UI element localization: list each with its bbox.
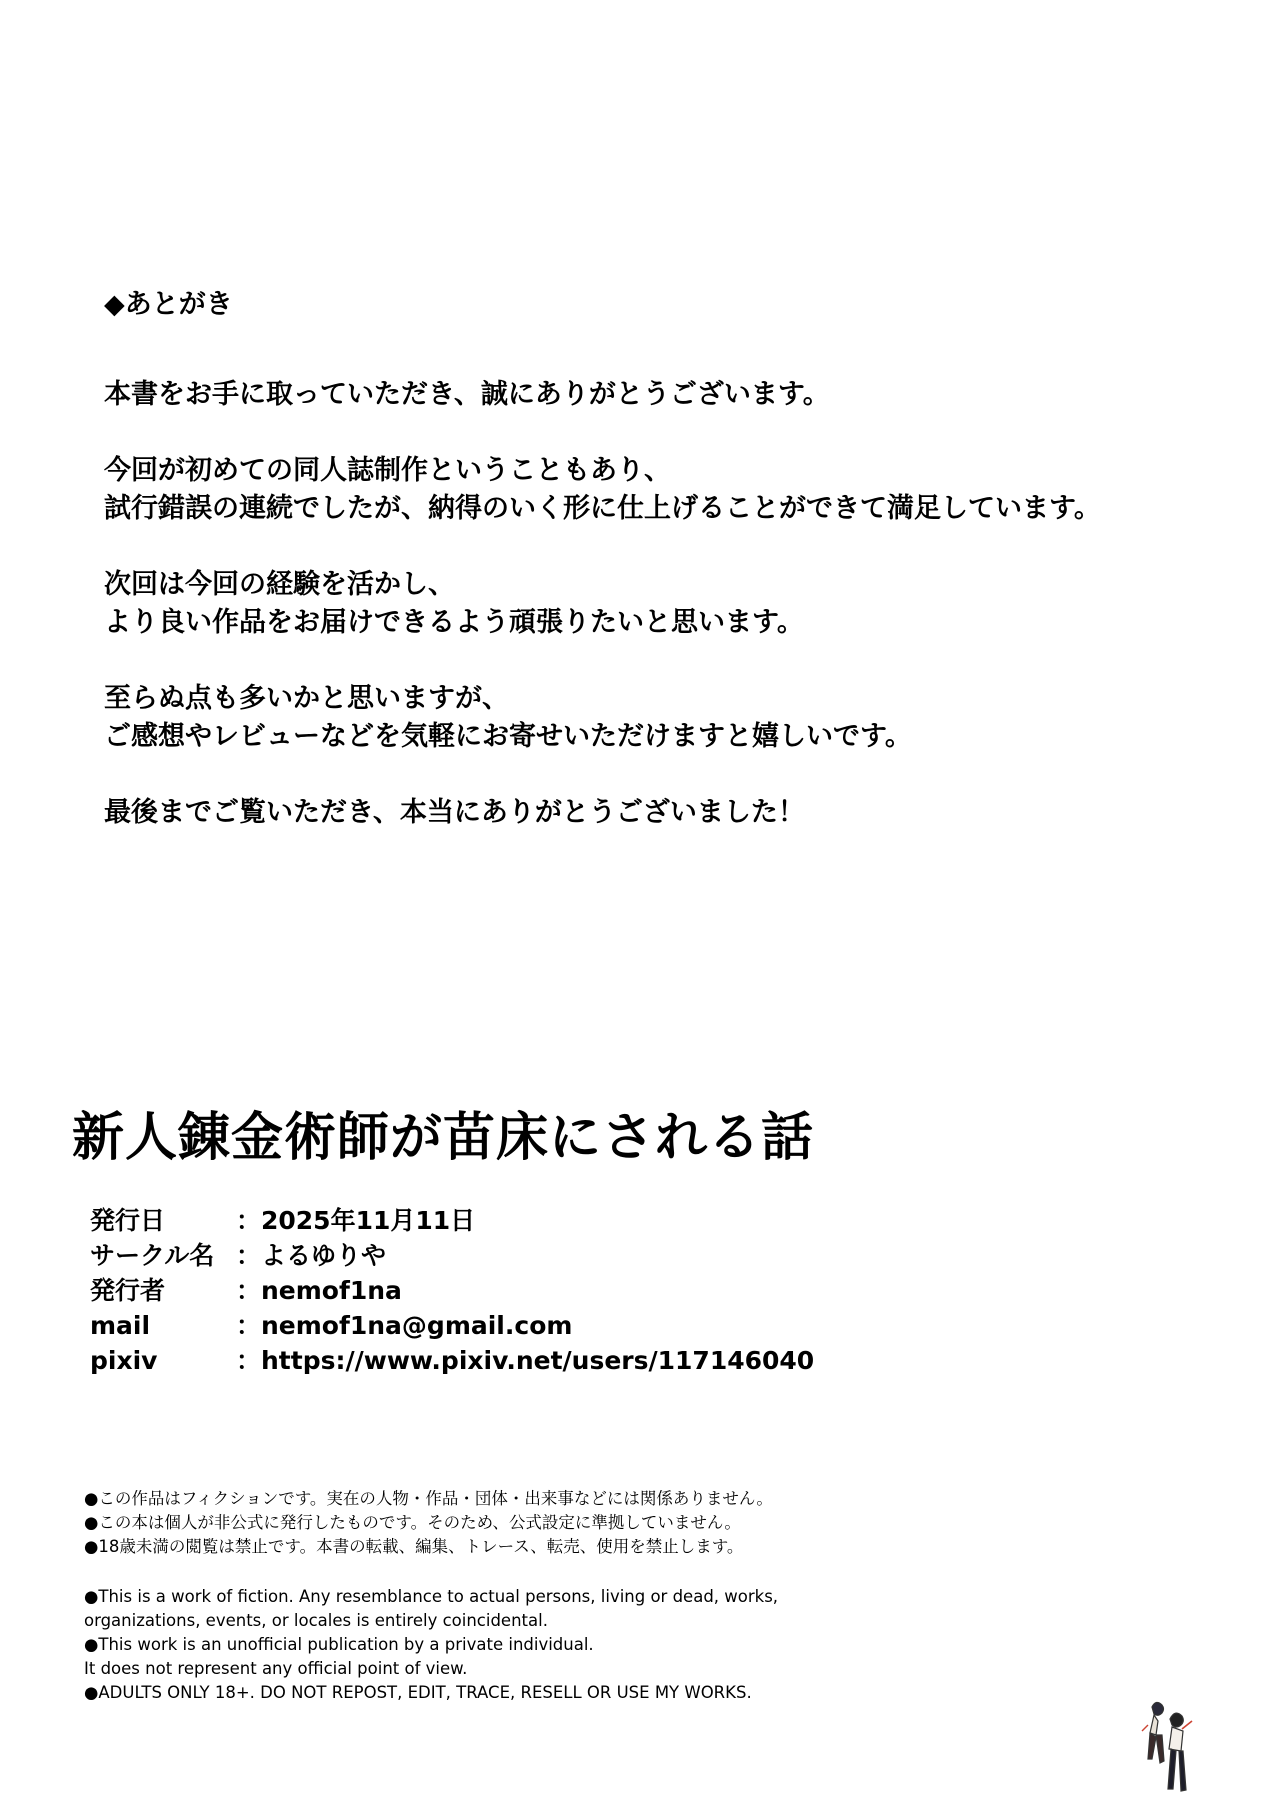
colophon-value: ：nemof1na: [236, 1276, 402, 1305]
afterword-line: 試行錯誤の連続でしたが、納得のいく形に仕上げることができて満足しています。: [104, 493, 1101, 524]
afterword-line: 次回は今回の経験を活かし、: [104, 569, 455, 600]
colophon-value: ：2025年11月11日: [236, 1206, 476, 1235]
afterword-line: 本書をお手に取っていただき、誠にありがとうございます。: [104, 379, 830, 410]
afterword-paragraph: [104, 794, 1254, 832]
character-illustration: [1138, 1695, 1198, 1803]
colophon-label: サークル名: [90, 1241, 215, 1270]
colophon-label: 発行日: [90, 1206, 166, 1235]
notice-en-line: ●This work is an unofficial publication by a private individual.: [84, 1635, 594, 1654]
notice-jp-line: ●この作品はフィクションです。実在の人物・作品・団体・出来事などには関係ありません。: [84, 1489, 773, 1508]
afterword-line: 今回が初めての同人誌制作ということもあり、: [104, 455, 671, 486]
notice-jp-line: ●この本は個人が非公式に発行したものです。そのため、公式設定に準拠していません。: [84, 1513, 741, 1532]
afterword-paragraph: [104, 452, 1254, 528]
colophon-row-circle: [90, 1238, 814, 1273]
colophon: [90, 1203, 814, 1378]
notice-jp-line: ●18歳未満の閲覧は禁止です。本書の転載、編集、トレース、転売、使用を禁止します。: [84, 1537, 744, 1556]
colophon-label: 発行者: [90, 1276, 166, 1305]
colophon-row-publisher: [90, 1273, 814, 1308]
notice-en-line: It does not represent any official point of view.: [84, 1659, 468, 1678]
afterword-paragraph: [104, 680, 1254, 756]
colophon-label: mail: [90, 1311, 151, 1340]
afterword-section: [104, 286, 1254, 870]
colophon-label: pixiv: [90, 1346, 158, 1375]
colophon-row-mail: [90, 1308, 814, 1343]
book-title: 新人錬金術師が苗床にされる話: [72, 1108, 815, 1168]
notices: [84, 1487, 778, 1705]
colophon-row-pixiv: [90, 1343, 814, 1378]
afterword-line: ご感想やレビューなどを気軽にお寄せいただけますと嬉しいです。: [104, 721, 912, 752]
notice-en-line: ●ADULTS ONLY 18+. DO NOT REPOST, EDIT, TRACE, RESELL OR USE MY WORKS.: [84, 1683, 752, 1702]
afterword-line: 至らぬ点も多いかと思いますが、: [104, 683, 509, 714]
notice-en-line: ●This is a work of fiction. Any resemblance to actual persons, living or dead, works,: [84, 1587, 779, 1606]
notice-en-line: organizations, events, or locales is entirely coincidental.: [84, 1611, 548, 1630]
colophon-value: ：よるゆりや: [236, 1241, 387, 1270]
colophon-value: ：https://www.pixiv.net/users/117146040: [236, 1346, 815, 1375]
afterword-paragraph: [104, 566, 1254, 642]
afterword-line: 最後までご覧いただき、本当にありがとうございました！: [104, 797, 805, 828]
colophon-row-date: [90, 1203, 814, 1238]
afterword-paragraph: [104, 376, 1254, 414]
afterword-heading: ◆あとがき: [104, 289, 233, 320]
afterword-line: より良い作品をお届けできるよう頑張りたいと思います。: [104, 607, 804, 638]
colophon-value: ：nemof1na@gmail.com: [236, 1311, 573, 1340]
